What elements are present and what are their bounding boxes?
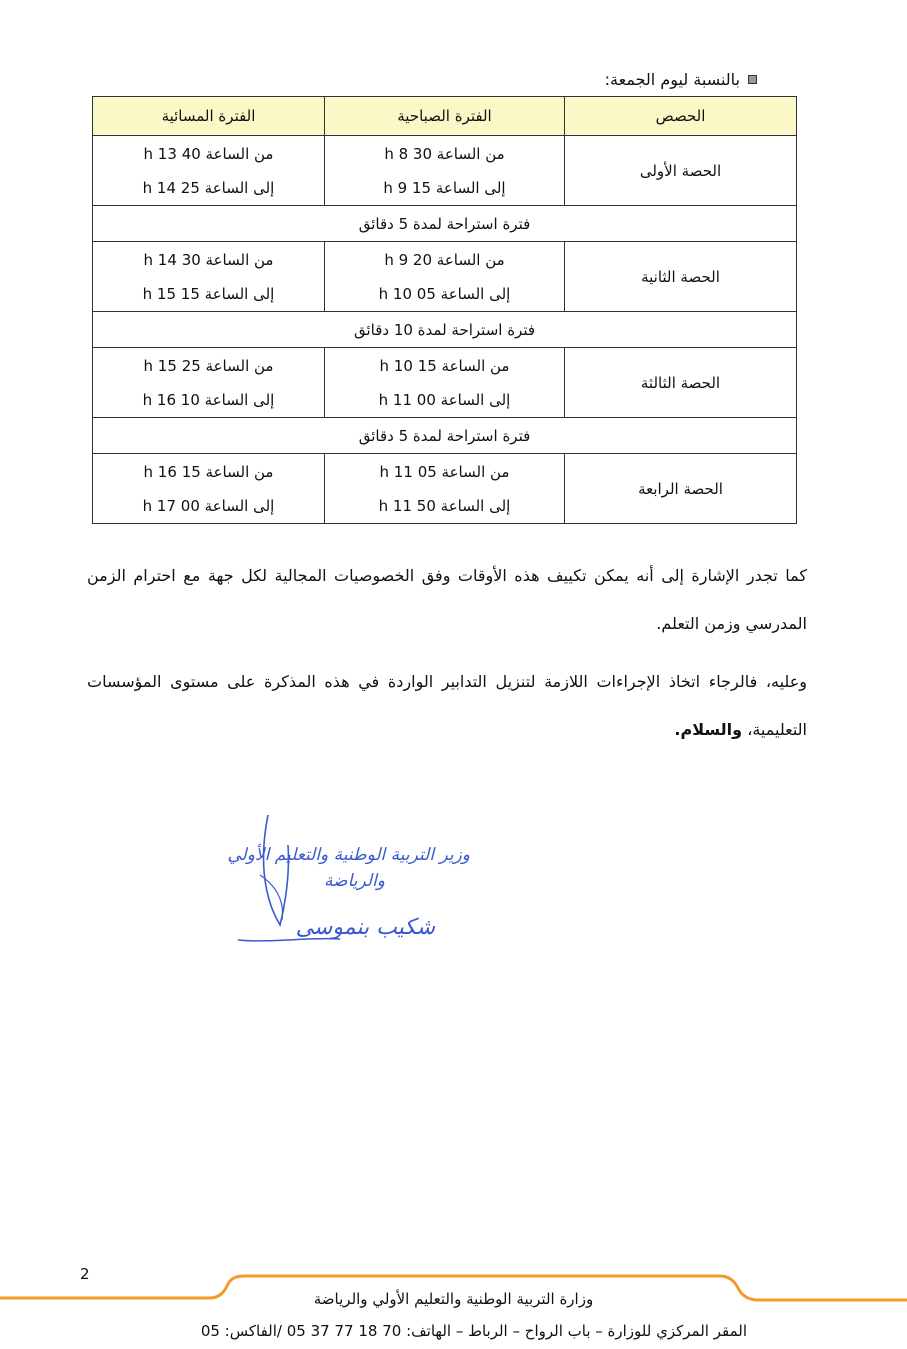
table-header-row (93, 97, 797, 136)
morning-from: من الساعة 15 h 10 (379, 356, 510, 375)
evening-to: إلى الساعة 25 h 14 (142, 178, 275, 197)
morning-from: من الساعة 30 h 8 (384, 144, 505, 163)
break-row (93, 206, 797, 242)
break-text: فترة استراحة لمدة 5 دقائق (93, 206, 797, 242)
break-text: فترة استراحة لمدة 5 دقائق (93, 418, 797, 454)
friday-schedule-table (92, 96, 797, 524)
session-name: الحصة الثانية (565, 242, 797, 312)
evening-times (93, 136, 325, 206)
evening-times (93, 348, 325, 418)
morning-to: إلى الساعة 15 h 9 (383, 178, 506, 197)
friday-heading (605, 70, 757, 89)
evening-from: من الساعة 15 h 16 (143, 462, 274, 481)
session-name: الحصة الثالثة (565, 348, 797, 418)
morning-times (325, 136, 565, 206)
page-number: 2 (80, 1265, 90, 1283)
footer-address: المقر المركزي للوزارة – باب الرواح – الرباط – الهاتف: 70 18 77 37 05 /الفاكس: 05 (200, 1322, 747, 1340)
friday-heading-text: بالنسبة ليوم الجمعة: (604, 70, 740, 89)
signature-title-line2: والرياضة (324, 871, 385, 891)
paragraph-request (87, 658, 807, 754)
evening-from: من الساعة 25 h 15 (143, 356, 274, 375)
evening-from: من الساعة 30 h 14 (143, 250, 274, 269)
signature-title-line1: وزير التربية الوطنية والتعليم الأولي (227, 845, 470, 865)
table-row (93, 454, 797, 524)
session-name: الحصة الأولى (565, 136, 797, 206)
morning-from: من الساعة 05 h 11 (379, 462, 510, 481)
morning-times (325, 454, 565, 524)
table-row (93, 136, 797, 206)
break-row (93, 312, 797, 348)
morning-times (325, 242, 565, 312)
paragraph-adaptation-note: كما تجدر الإشارة إلى أنه يمكن تكييف هذه الأوقات وفق الخصوصيات المجالية لكل جهة مع احترام الزمن المدرسي وزمن التعلم. (87, 566, 807, 633)
morning-to: إلى الساعة 00 h 11 (378, 390, 511, 409)
table-row (93, 242, 797, 312)
break-row (93, 418, 797, 454)
evening-to: إلى الساعة 15 h 15 (142, 284, 275, 303)
footer-ministry: وزارة التربية الوطنية والتعليم الأولي والرياضة (313, 1290, 594, 1308)
square-bullet-icon (748, 75, 757, 84)
morning-to: إلى الساعة 50 h 11 (378, 496, 511, 515)
evening-to: إلى الساعة 10 h 16 (142, 390, 275, 409)
morning-from: من الساعة 20 h 9 (384, 250, 505, 269)
evening-times (93, 242, 325, 312)
header-sessions: الحصص (565, 97, 797, 136)
session-name: الحصة الرابعة (565, 454, 797, 524)
closing-salutation: والسلام. (674, 720, 743, 739)
paragraph-request-text: وعليه، فالرجاء اتخاذ الإجراءات اللازمة لتنزيل التدابير الواردة في هذه المذكرة على مستوى المؤسسات التعليمية، (87, 672, 807, 739)
break-text: فترة استراحة لمدة 10 دقائق (93, 312, 797, 348)
header-morning: الفترة الصباحية (325, 97, 565, 136)
morning-times (325, 348, 565, 418)
evening-to: إلى الساعة 00 h 17 (142, 496, 275, 515)
evening-from: من الساعة 40 h 13 (143, 144, 274, 163)
header-evening: الفترة المسائية (93, 97, 325, 136)
morning-to: إلى الساعة 05 h 10 (378, 284, 511, 303)
table-row (93, 348, 797, 418)
evening-times (93, 454, 325, 524)
signature-name: شكيب بنموسى (295, 915, 435, 940)
minister-signature (190, 815, 480, 955)
